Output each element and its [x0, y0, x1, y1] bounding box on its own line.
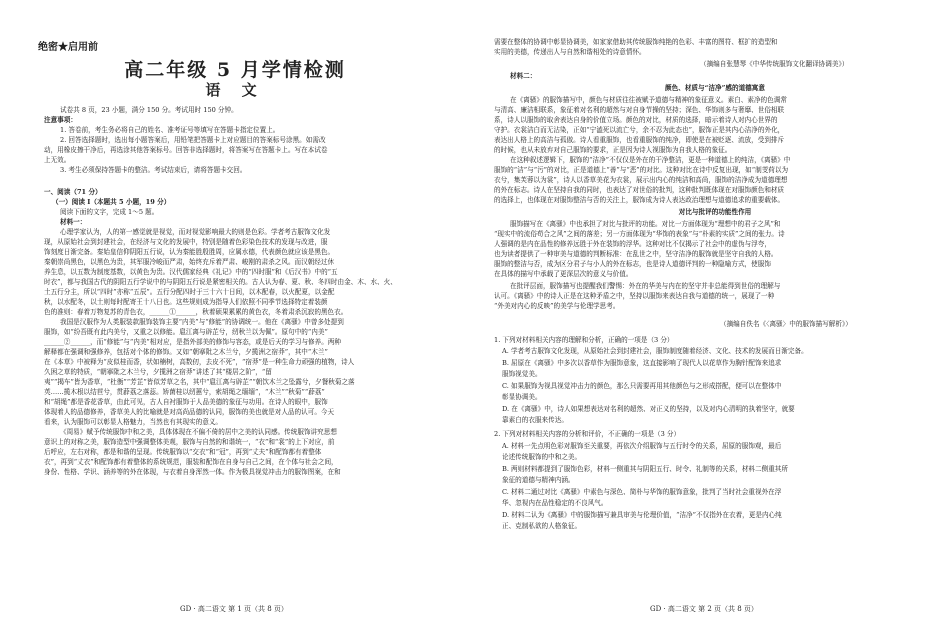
body-line: 衣兮，集芙蓉以为裳”，诗人以香草美花为衣裳，展示出内心的纯洁和高尚，服饰的洁净成为道德理想 [494, 176, 788, 184]
body-line: 需要在整体的协调中彰显协调美，如家家借助其传统服饰纯艳的色彩、丰富的图符、框扩的造型和 [494, 38, 778, 46]
body-line: 实用的美德，传递出人与自然和谐相处的诗意情怀。 [494, 48, 646, 56]
body-line: 与清高、廉洁相联系，象征着对名利的超然与对自身节操的坚持；深色、华饰则多与奢靡、世俗相联 [494, 106, 785, 114]
question-option: 正、克制私欲的人格象征。 [502, 522, 582, 530]
note-line: 1. 答卷前，考生务必将自己的姓名、准考证号等填写在答题卡指定位置上。 [60, 126, 280, 134]
body-line: 也为读者提供了一种审美与道德的判断标准：在乱世之中，坚守洁净的服饰就是坚守自我的人格。 [494, 250, 778, 258]
material-two-label: 材料二： [510, 72, 537, 80]
body-line: 土五行分主，所以“四时”亦称“五辰”。五行分配四时于三十六十日间，以木配春，以火配夏，以金配 [44, 288, 335, 296]
body-line: ______②______，而“修能”与“内美”相对应，是指外部美的修饰与容态，或是后天的学习与修养。两种 [44, 338, 342, 346]
body-line: 养生息，以五数为制度基数，以黄色为贵。汉代儒家经典《礼记》中的“四时服”和《后汉书》中的“五 [44, 268, 338, 276]
body-line: 看来，认为服饰可以彰显人格魅力，当然也有其现实的意义。 [44, 418, 223, 426]
question-option: C. 材料二通过对比《离骚》中素色与深色、简朴与华饰的服饰意象，批判了当时社会重视外在浮 [502, 488, 782, 496]
page-left [0, 0, 470, 631]
subsection-heading: （一）阅读 Ⅰ（本题共 5 小题，19 分） [52, 198, 171, 206]
body-line: 服饰描写在《离骚》中也承担了对比与批评的功能。对比一方面体现为“理想中的君子之风”和 [510, 220, 781, 228]
body-line: 表达出人格上的高洁与孤傲。诗人看重服饰，也看重服饰的纯净，即使是在被贬逐、流放，受到排斥 [494, 136, 785, 144]
body-line: 久困之草的特质，“朝搴阰之木兰兮，夕揽洲之宿莽”讲述了其“楼居之阶”，“留 [44, 368, 272, 376]
body-line: 我国是汉服作为人类服装款服饰装饰主要“内美”与“修能”的协调统一。他在《离骚》中曾多处提到 [60, 318, 344, 326]
reading-instruction: 阅读下面的文字，完成 1～5 题。 [60, 208, 159, 216]
question-option: 象征的道德与精神内涵。 [502, 476, 575, 484]
question-option: 论述传统服饰的中和之美。 [502, 453, 582, 461]
question-option: B. 两则材料都提到了服饰色彩，材料一侧重其与阴阳五行、时令、礼制等的关系，材料二侧重其所 [502, 465, 788, 473]
body-line: 饰刻度日渐完备。秦始皇信仰阴阳五行说，认为秦能胜殷胜周，应属水德，代表颜色就应该是黑色。 [44, 248, 335, 256]
body-line: 时衣”，都与我国古代的阴阳五行学说中的与阴阳五行说是紧密相关的。古人认为春、夏、秋、冬四时由金、木、水、火、 [44, 278, 397, 286]
body-line: 认可。《离骚》中的诗人正是在这种矛盾之中，坚持以服饰来表达自我与道德的统一，展现了一种 [494, 292, 775, 300]
body-line: 《周易》赋予传统服饰中和之美，具体体现在不偏不倚的居中之美的认同感。传统服饰讲究思想 [60, 428, 337, 436]
body-line: 秦朝崇尚黑色，以黑色为贵，其军服冷峻而严肃，始终充斥着严肃、峻刚的肃杀之风。而汉朝经过休 [44, 258, 335, 266]
body-line: 和“胡绳”都是香花香草，由此可见，古人自衬服饰于人品美德的象征与功用。在诗人的眼中，服饰 [44, 398, 328, 406]
page-right [480, 0, 950, 631]
source-citation: （摘编自张慧琴《中华传统服饰文化翻译协调美》） [700, 60, 849, 68]
question-option: B. 屈原在《离骚》中多次以香草作为服饰意象，这直接影响了现代人以花草作为胸针配饰来追求 [502, 359, 782, 367]
body-line: 服饰的“洁”与“污”的对比，正是道德上“善”与“恶”的对比。这种对比在诗中反复出现，如“制芰荷以为 [494, 166, 789, 174]
material-one-label: 材料一： [60, 218, 87, 226]
exam-title: 高二年级 5 月学情检测 [124, 59, 346, 81]
body-line: 的外在标志。诗人在坚持自我的同时，也表达了对世俗的批判，这种批判既体现在对服饰颜色和材质 [494, 186, 785, 194]
body-line: “现实中的流俗苟合之风”之间的落差；另一方面体现为“华饰的表象”与“朴素的实质”之间的张力。诗 [494, 230, 785, 238]
section-heading: 颜色、材质与“洁净”感的道德寓意 [665, 84, 765, 92]
body-line: 在批评层面，服饰描写也提醒我们警惕：外在的华美与内在的坚守并非总能得到世俗的理解与 [510, 282, 781, 290]
body-line: 的选择上，也体现在对服饰整洁与否的关注上，服饰成为诗人表达政治理想与道德追求的重要载体。 [494, 196, 785, 204]
body-line: 在这种叙述逻辑下，服饰的“洁净”不仅仅是外在的干净整洁，更是一种道德上的纯洁，《离骚》中 [510, 156, 791, 164]
page-footer: GD · 高二语文 第 1 页（共 8 页） [180, 605, 288, 613]
body-line: 心理学家认为，人的第一感觉就是视觉，而对视觉影响最大的则是色彩。学者考古服饰文化发 [60, 228, 331, 236]
body-line: 在《本草》中被释为“皮似桂而香，状如楠树，高数仞，去皮不死”，“宿莽”是一种生命力顽强的植物，诗人 [44, 358, 355, 366]
question-2: 2. 下列对材料相关内容的分析和评价，不正确的一项是（3 分） [494, 430, 681, 438]
section-one-heading: 一、阅读（71 分） [44, 188, 102, 196]
body-line: 英……揽木根以结苣兮，贯薜荔之落蕊。矫菌桂以纫蕙兮，索胡绳之缅缅”，“木兰”“秋菊”“薜荔” [44, 388, 325, 396]
question-option: D. 在《离骚》中，诗人如果想表达对名利的超然、对正义的坚持，以及对内心清明的执着坚守，就要 [502, 405, 795, 413]
secret-label: 绝密★启用前 [38, 42, 98, 53]
body-line: 在具体的描写中承载了更深层次的意义与价值。 [494, 270, 633, 278]
body-line: 解释都在强调和强修养，包括对个体的修饰。又如“朝搴阰之木兰兮，夕揽洲之宿莽”，其中“木兰” [44, 348, 328, 356]
body-line: 意识上的对称之美，服饰造型中强调整体美观，服饰与自然的和谐统一，“衣”和“裳”的上下对应，前 [44, 438, 335, 446]
body-line: 在《离骚》的服饰描写中，颜色与材质往往被赋予道德与精神的象征意义。素白、素净的色调常 [510, 96, 787, 104]
question-option: 彰显协调美。 [502, 393, 542, 401]
body-line: 色的准则：春着万物复苏的青色衣，______①______，秋着硕果累累的黄色衣，冬着肃杀沉寂的黑色衣。 [44, 308, 348, 316]
section-heading: 对比与批评的功能性作用 [678, 208, 752, 216]
body-line: 后呼应，左右对称，都是和谐的呈现。传统服饰以“交衣”和“冠”，再到“丈夫”和配饰都有着整体 [44, 448, 322, 456]
body-line: 系，诗人以服饰的取舍表达自身的价值立场。颜色的对比，材质的选择，暗示着诗人对内心世界的 [494, 116, 778, 124]
note-line: 动，用橡皮擦干净后，再选涂其他答案标号。回答非选择题时，将答案写在答题卡上。写在本试卷 [44, 146, 328, 154]
page-footer: GD · 高二语文 第 2 页（共 8 页） [650, 605, 758, 613]
question-option: 服饰视觉美。 [502, 370, 542, 378]
notes-heading: 注意事项： [44, 116, 77, 124]
note-line: 2. 回答选择题时，选出每小题答案后，用铅笔把答题卡上对应题目的答案标号涂黑。如需改 [60, 136, 326, 144]
body-line: 服饰，如“纷吾既有此内美兮，又重之以修能。扈江离与辟芷兮，纫秋兰以为佩”。原句中的“内美” [44, 328, 328, 336]
body-line: 身份、性格、学识、涵养等的外在体现，与衣着自身浑然一体。作为极具视觉冲击力的服饰图案，在和 [44, 468, 341, 476]
subject-title: 语 文 [205, 81, 265, 99]
source-citation: （摘编自佚名《〈离骚〉中的服饰描写解析》） [720, 320, 852, 328]
body-line: 秋，以水配冬，以土则每时配寄王十八日也。这些规则成为指导人们依照不同季节选择特定着装颜 [44, 298, 328, 306]
question-option: D. 材料二认为《离骚》中的服饰描写兼具审美与伦理价值，“洁净”不仅指外在衣着，更是内心纯 [502, 511, 782, 519]
question-1: 1. 下列对材料相关内容的理解和分析，正确的一项是（3 分） [494, 336, 674, 344]
question-option: 华、忽视内在品性稳定的不良风气。 [502, 499, 608, 507]
question-option: A. 学者考古服饰文化发现，从原始社会到封建社会，服饰制度随着经济、文化、技术的发展而日渐完备。 [502, 347, 808, 355]
question-option: 靠素白的衣服来传达。 [502, 416, 568, 424]
body-line: 服饰的整洁与否，成为区分君子与小人的外在标志，也是诗人道德评判的一种隐喻方式，使服饰 [494, 260, 771, 268]
body-line: 守护。衣裳洁白而无沾染，正如“宁溘死以流亡兮，余不忍为此态也”，服饰正是其内心洁净的外化， [494, 126, 785, 134]
body-line: 现，从原始社会到封建社会，在经济与文化的发展中，特别是随着色彩染色技术的发现与改进，服 [44, 238, 328, 246]
note-line: 上无效。 [44, 156, 71, 164]
body-line: 衣”，再到“丈衣”和配饰都有着整体的系统规范，服装和配饰在自身与自己之间，在个体与社会之间， [44, 458, 338, 466]
question-option: C. 如果服饰为视具视觉冲击力的颜色，那么只需要再用其他颜色与之形成搭配，便可以在整体中 [502, 382, 782, 390]
body-line: “外美对内心的反映”的美学与伦理学思考。 [494, 302, 620, 310]
body-line: 的时候，也从未放弃对自己服饰的要求，正是因为诗人视服饰为自我人格的象征。 [494, 146, 732, 154]
body-line: 体现着人的品德修养，香草美人的比喻就是对高尚品德的认同，服饰的美也就是对人品的认可。今天 [44, 408, 335, 416]
question-option: A. 材料一先点明色彩对服饰至关重要，再依次介绍服饰与五行时令的关系，屈原的服饰观，最后 [502, 442, 782, 450]
body-line: 夷”“揭车”皆为香草，“杜衡”“芳芷”皆似芳草之名，其中“扈江离与辟芷”“朝饮木兰之坠露兮，夕餐秋菊之落 [44, 378, 355, 386]
note-line: 3. 考生必须保持答题卡的整洁。考试结束后，请将答题卡交回。 [60, 166, 247, 174]
body-line: 人强调的是内在品性的修养远胜于外在装饰的浮华。这种对比不仅揭示了社会中的虚伪与浮夸， [494, 240, 771, 248]
exam-info: 试卷共 8 页，23 小题，满分 150 分。考试用时 150 分钟。 [60, 106, 238, 114]
